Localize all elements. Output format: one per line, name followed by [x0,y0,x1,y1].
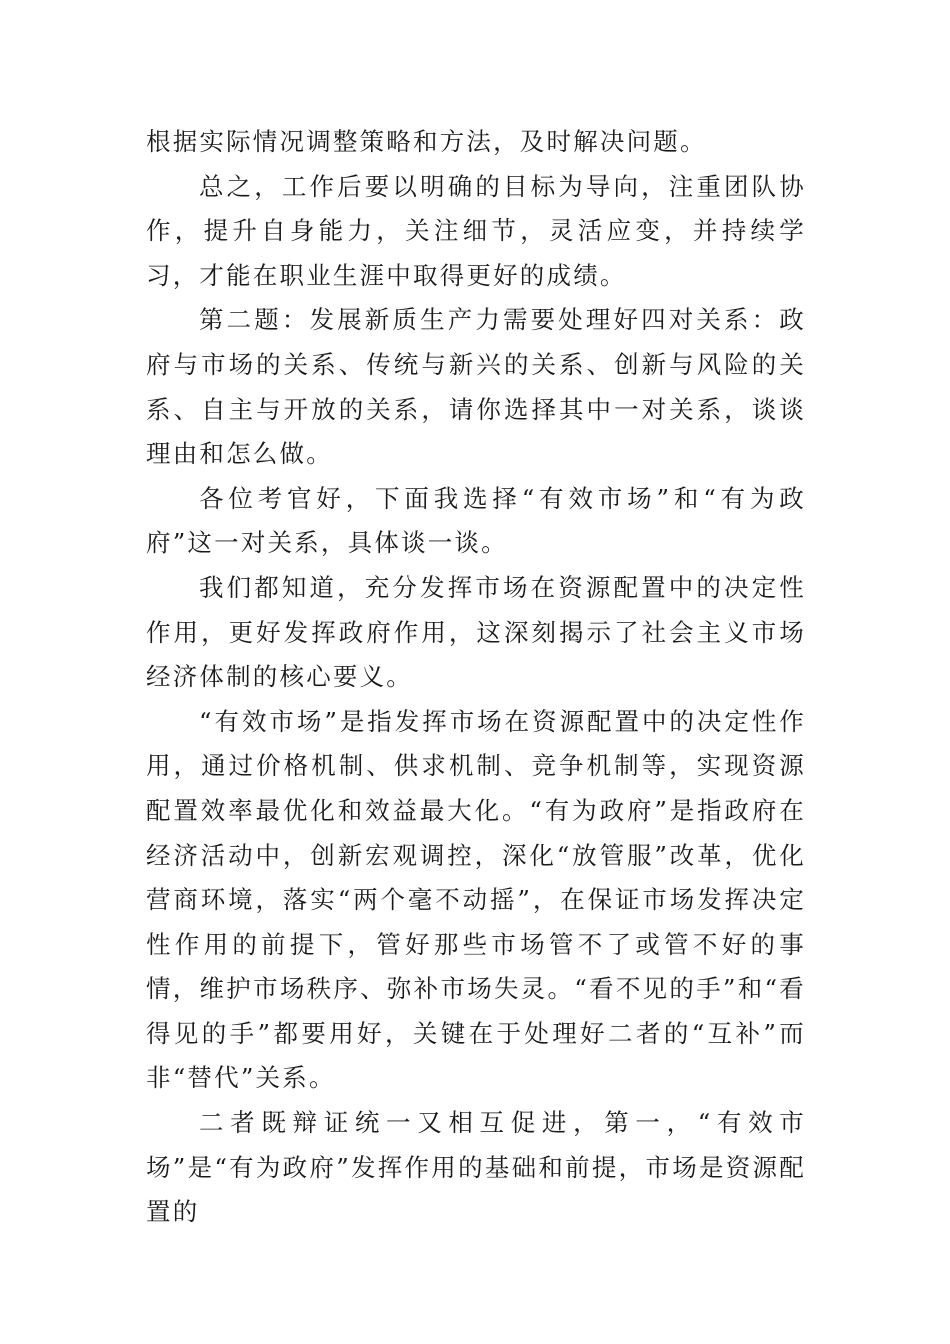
document-body [146,120,806,1235]
paragraph-definitions: “有效市场”是指发挥市场在资源配置中的决定性作用，通过价格机制、供求机制、竞争机制等，实现资源配置效率最优化和效益最大化。“有为政府”是指政府在经济活动中，创新宏观调控，深化“放管服”改革，优化营商环境，落实“两个毫不动摇”，在保证市场发挥决定性作用的前提下，管好那些市场管不了或管不好的事情，维护市场秩序、弥补市场失灵。“看不见的手”和“看得见的手”都要用好，关键在于处理好二者的“互补”而非“替代”关系。 [146,706,806,1093]
paragraph-summary: 总之，工作后要以明确的目标为导向，注重团队协作，提升自身能力，关注细节，灵活应变，并持续学习，才能在职业生涯中取得更好的成绩。 [146,171,806,290]
paragraph-question-two: 第二题：发展新质生产力需要处理好四对关系：政府与市场的关系、传统与新兴的关系、创新与风险的关系、自主与开放的关系，请你选择其中一对关系，谈谈理由和怎么做。 [146,305,806,469]
paragraph-answer-intro: 各位考官好，下面我选择“有效市场”和“有为政府”这一对关系，具体谈一谈。 [146,483,806,558]
paragraph-continuation: 根据实际情况调整策略和方法，及时解决问题。 [146,127,707,156]
paragraph-background: 我们都知道，充分发挥市场在资源配置中的决定性作用，更好发挥政府作用，这深刻揭示了社会主义市场经济体制的核心要义。 [146,572,806,692]
paragraph-dialectic: 二者既辩证统一又相互促进，第一，“有效市场”是“有为政府”发挥作用的基础和前提，市场是资源配置的 [146,1108,806,1227]
